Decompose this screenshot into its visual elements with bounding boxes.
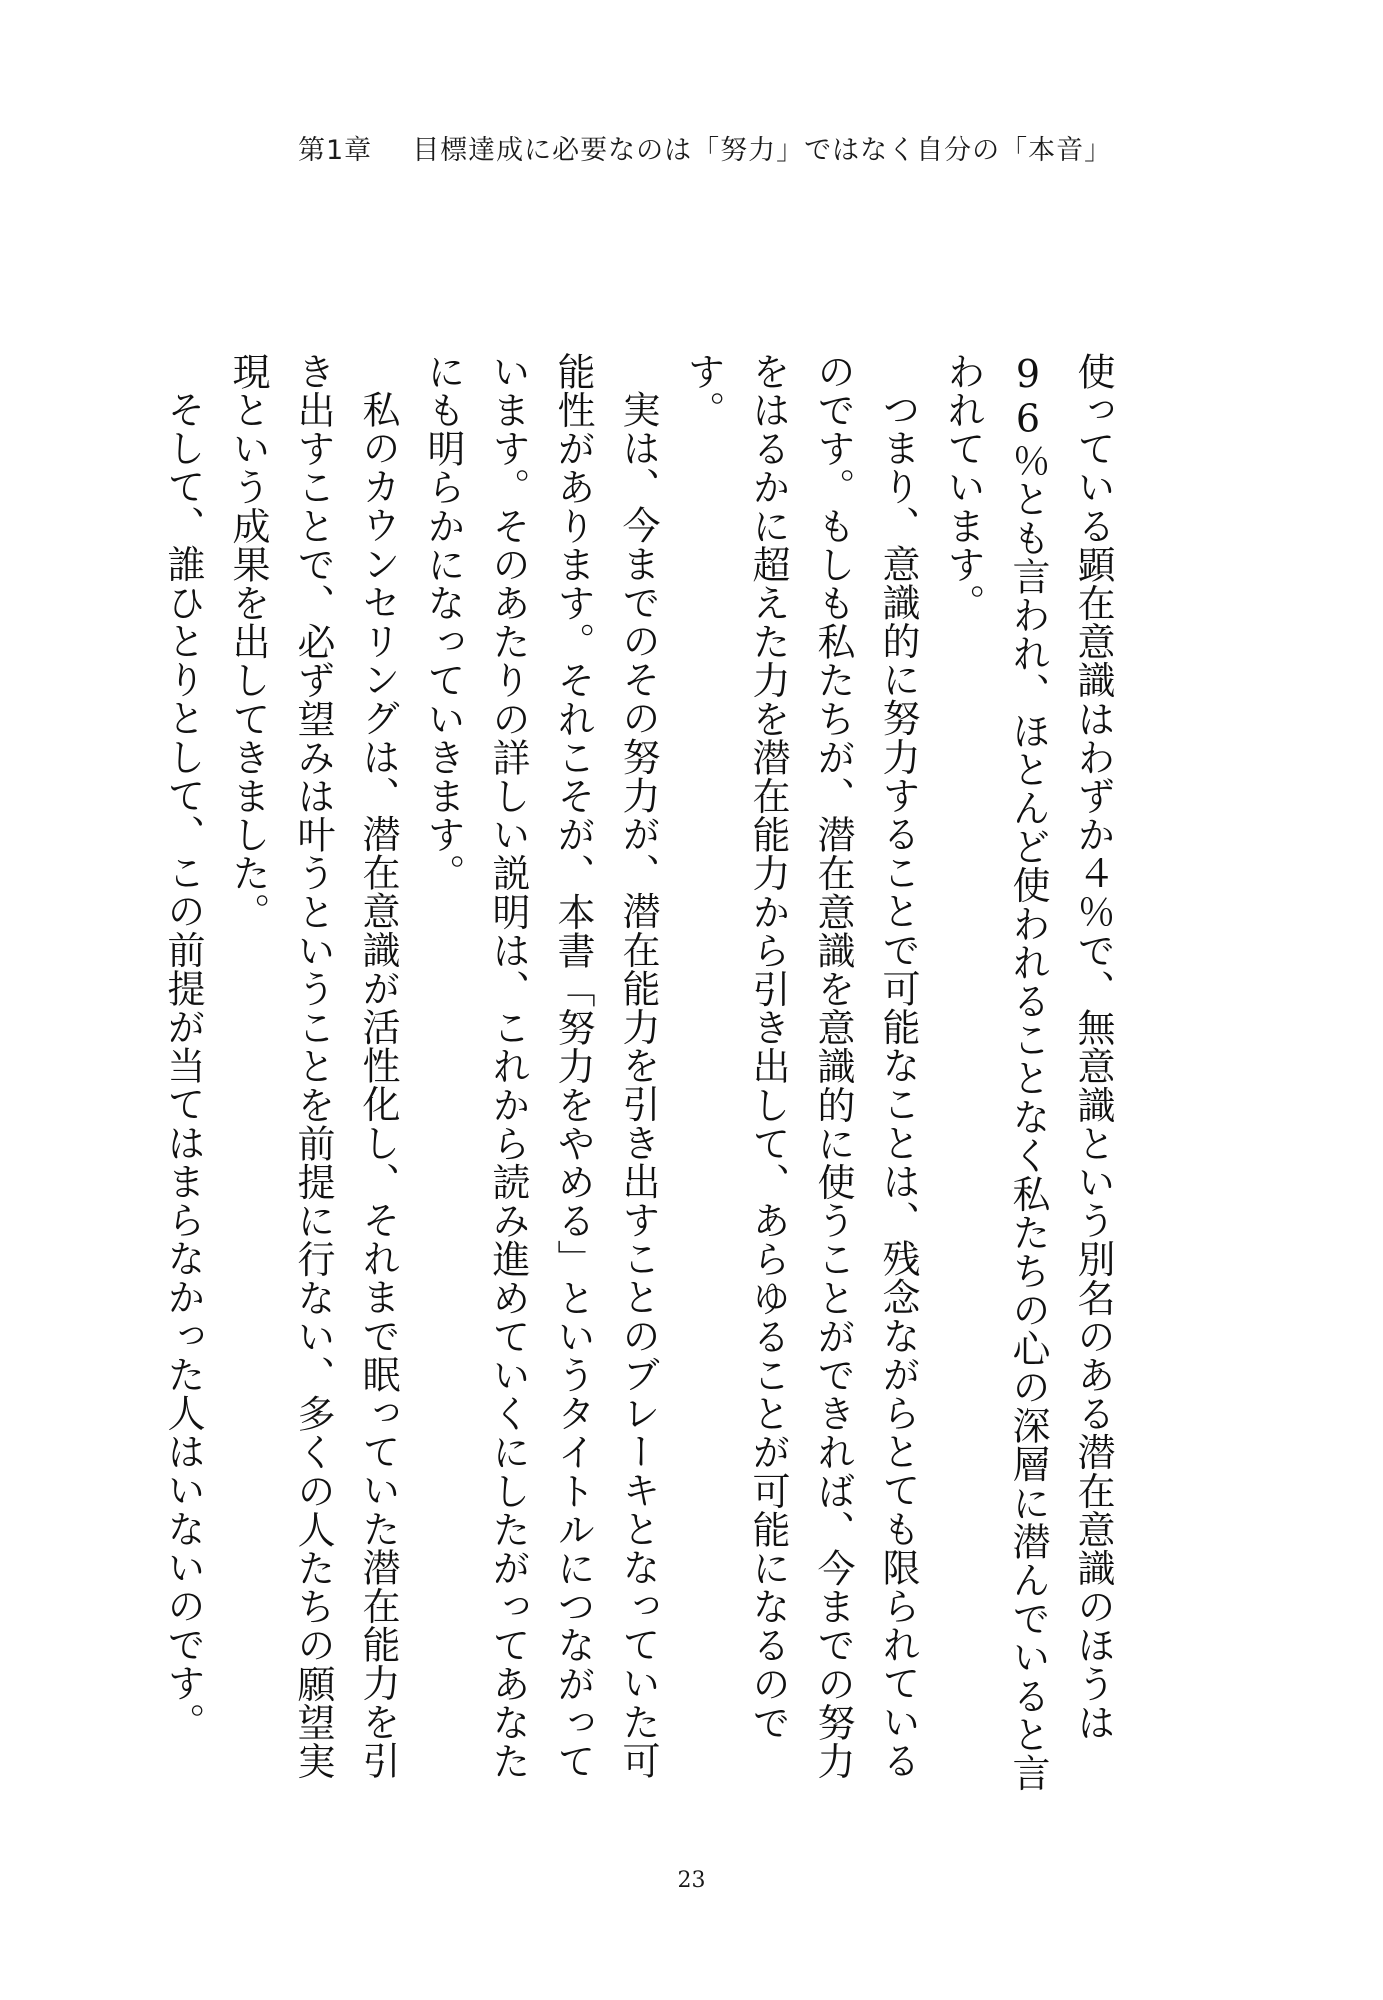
- paragraph: そして、誰ひとりとして、この前提が当てはまらなかった人はいないのです。: [161, 390, 205, 1741]
- paragraph: つまり、意識的に努力することで可能なことは、残念ながらとても限られているのです。もしも私たちが、潜在意識を意識的に使うことができれば、今までの努力をはるかに超えた力を潜在能力から引き出して、あらゆることが可能になるのです。: [681, 352, 920, 1781]
- paragraph: 使っている顕在意識はわずか４％で、無意識という別名のある潜在意識のほうは96％とも言われ、ほとんど使われることなく私たちの心の深層に潜んでいると言われています。: [941, 352, 1115, 1793]
- paragraph: 私のカウンセリングは、潜在意識が活性化し、それまで眠っていた潜在能力を引き出すことで、必ず望みは叶うということを前提に行ない、多くの人たちの願望実現という成果を出してきました。: [226, 352, 400, 1781]
- page-number: 23: [677, 1868, 706, 1893]
- body-text: [150, 352, 1125, 1812]
- paragraph: 実は、今までのその努力が、潜在能力を引き出すことのブレーキとなっていた可能性があります。それこそが、本書「努力をやめる」というタイトルにつながっています。そのあたりの詳しい説明は、これから読み進めていくにしたがってあなたにも明らかになっていきます。: [421, 352, 660, 1781]
- running-head: [298, 128, 1112, 167]
- chapter-title: 目標達成に必要なのは「努力」ではなく自分の「本音」: [412, 135, 1113, 166]
- chapter-number: 第1章: [298, 135, 373, 166]
